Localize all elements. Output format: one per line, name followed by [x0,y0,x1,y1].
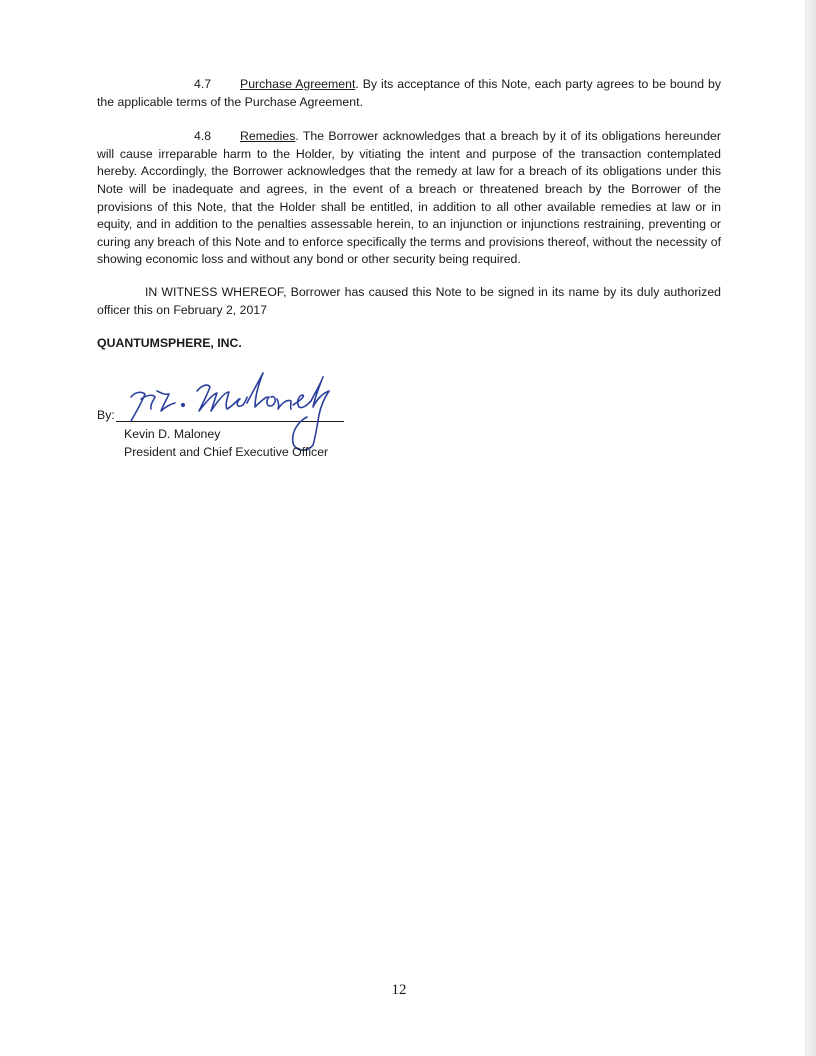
signature-block [97,359,721,459]
signer-name: Kevin D. Maloney [124,426,221,441]
company-name: QUANTUMSPHERE, INC. [97,336,242,351]
document-page [97,76,721,459]
page-number: 12 [391,982,407,998]
scan-edge [805,0,816,1056]
section-number: 4.8 [194,129,212,144]
section-title: Remedies [240,129,296,144]
section-4-8 [97,128,721,269]
witness-clause: IN WITNESS WHEREOF, Borrower has caused this Note to be signed in its name by its duly authorized officer this on February 2, 2017 [97,284,721,317]
section-body: . The Borrower acknowledges that a breach by it of its obligations hereunder will cause irreparable harm to the Holder, by vitiating the intent and purpose of the transaction contemplated hereby. Accordingly, the Borrower acknowledges that the remedy at law for a breach of its obligations under this Note will be inadequate and agrees, in the event of a breach or threatened breach by the Borrower of the provisions of this Note, that the Holder shall be entitled, in addition to all other available remedies at law or in equity, and in addition to the penalties assessable herein, to an injunction or injunctions restraining, preventing or curing any breach of this Note and to enforce specifically the terms and provisions thereof, without the necessity of showing economic loss and without any bond or other security being required. [97,129,721,267]
by-label: By: [97,407,115,422]
section-body: . By its acceptance of this Note, each party agrees to be bound by the applicable terms of the Purchase Agreement. [97,77,721,109]
section-4-7 [97,76,721,111]
section-number: 4.7 [194,77,212,91]
signer-title: President and Chief Executive Officer [124,444,329,459]
section-title: Purchase Agreement [240,77,356,91]
